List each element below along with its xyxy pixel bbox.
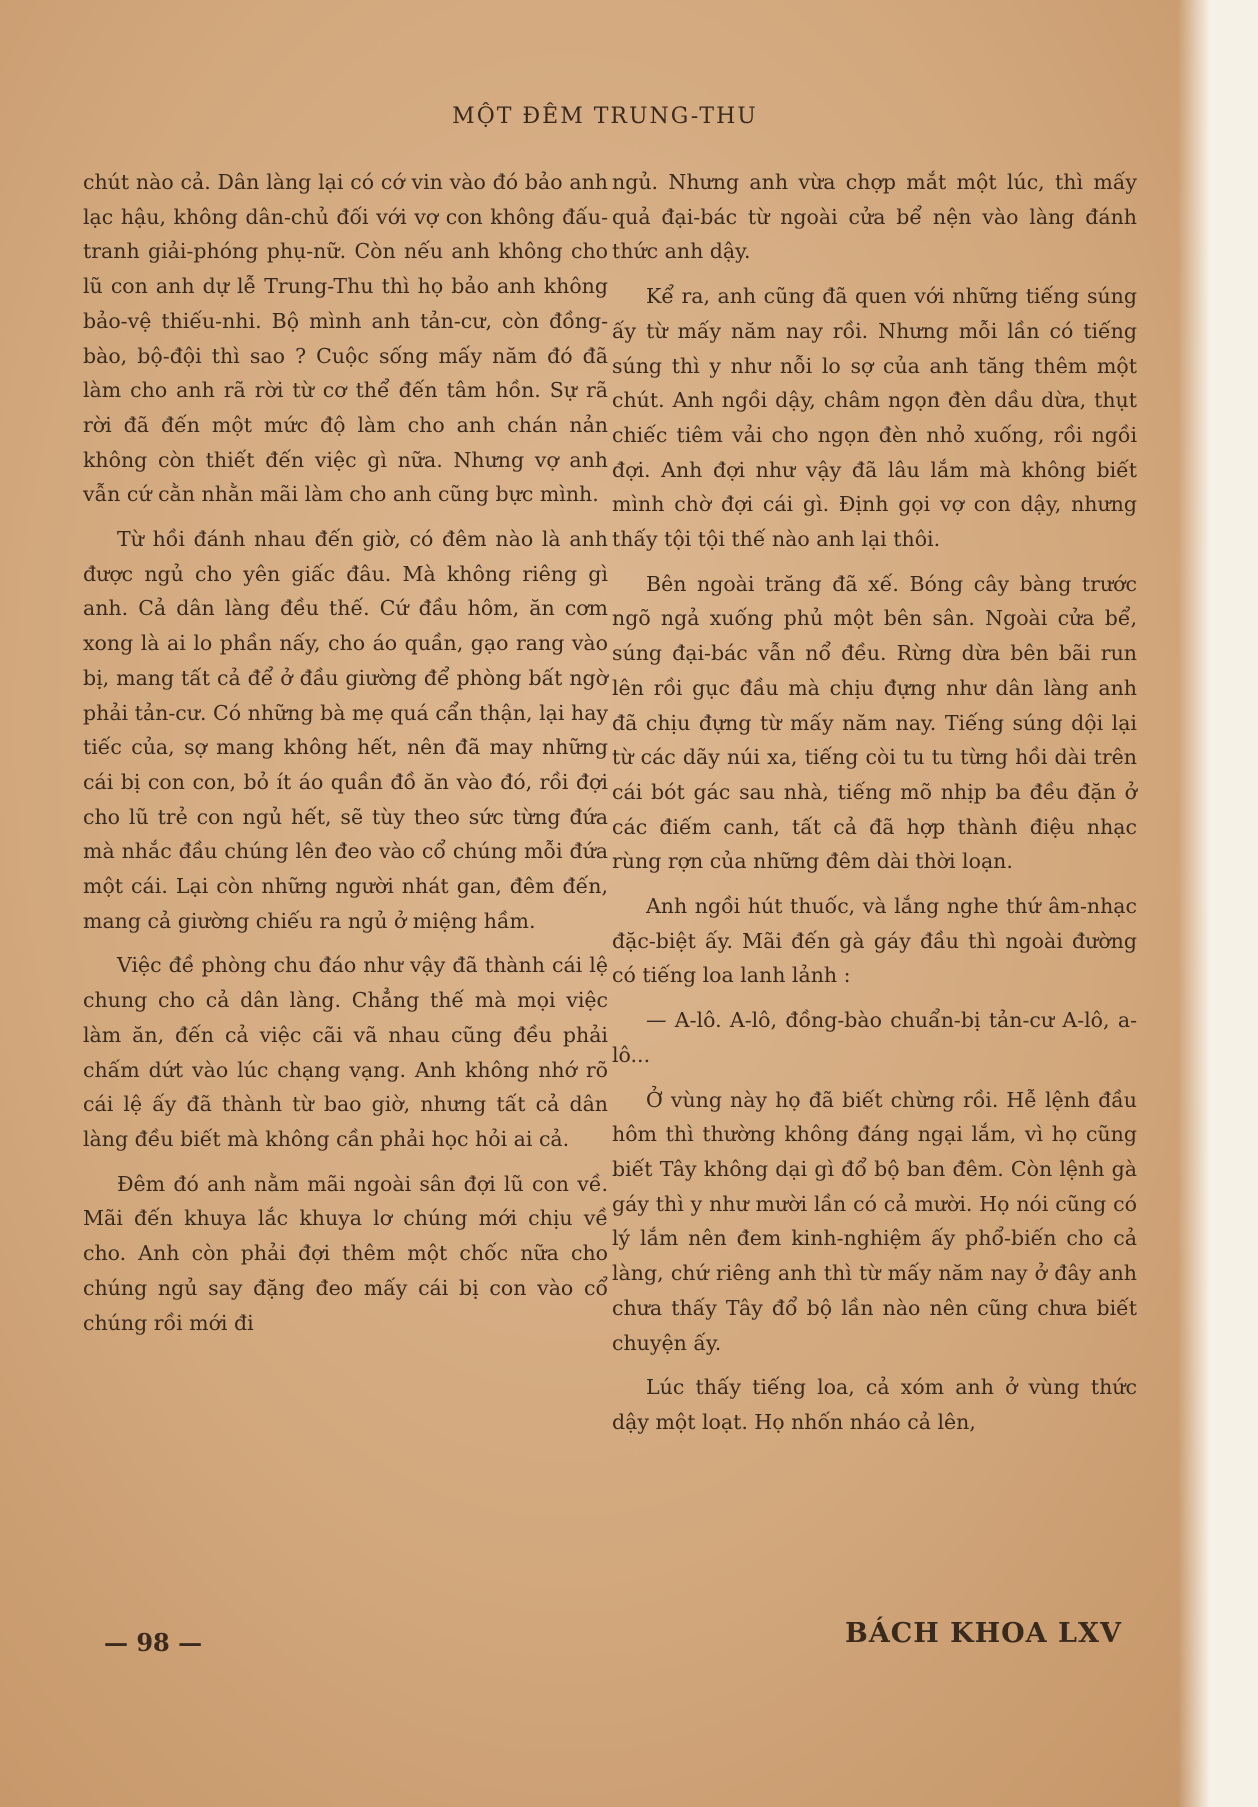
paragraph: Bên ngoài trăng đã xế. Bóng cây bàng trước ngõ ngả xuống phủ một bên sân. Ngoài cửa bể, súng đại-bác vẫn nổ đều. Rừng dừa bên bãi run lên rồi gục đầu mà chịu đựng như dân làng anh đã chịu đựng từ mấy năm nay. Tiếng súng dội lại từ các dãy núi xa, tiếng còi tu tu từng hồi dài trên cái bót gác sau nhà, tiếng mõ nhịp ba đều đặn ở các điếm canh, tất cả đã hợp thành điệu nhạc rùng rợn của những đêm dài thời loạn. <box>612 571 1137 874</box>
paragraph: chút nào cả. Dân làng lại có cớ vin vào đó bảo anh lạc hậu, không dân-chủ đối với vợ con không đấu-tranh giải-phóng phụ-nữ. Còn nếu anh không cho lũ con anh dự lễ Trung-Thu thì họ bảo anh không bảo-vệ thiếu-nhi. Bộ mình anh tản-cư, còn đồng-bào, bộ-đội thì sao ? Cuộc sống mấy năm đó đã làm cho anh rã rời từ cơ thể đến tâm hồn. Sự rã rời đã đến một mức độ làm cho anh chán nản không còn thiết đến việc gì nữa. Nhưng vợ anh vẫn cứ cằn nhằn mãi làm cho anh cũng bực mình. <box>83 170 608 507</box>
page-number: — 98 — <box>104 1628 203 1657</box>
running-header: MỘT ĐÊM TRUNG-THU <box>452 104 758 129</box>
paragraph: Việc đề phòng chu đáo như vậy đã thành cái lệ chung cho cả dân làng. Chẳng thế mà mọi việc làm ăn, đến cả việc cãi vã nhau cũng đều phải chấm dứt vào lúc chạng vạng. Anh không nhớ rõ cái lệ ấy đã thành từ bao giờ, nhưng tất cả dân làng đều biết mà không cần phải học hỏi ai cả. <box>83 953 608 1151</box>
paragraph: Anh ngồi hút thuốc, và lắng nghe thứ âm-nhạc đặc-biệt ấy. Mãi đến gà gáy đầu thì ngoài đường có tiếng loa lanh lảnh : <box>612 894 1137 988</box>
paragraph: Từ hồi đánh nhau đến giờ, có đêm nào là anh được ngủ cho yên giấc đâu. Mà không riêng gì anh. Cả dân làng đều thế. Cứ đầu hôm, ăn cơm xong là ai lo phần nấy, cho áo quần, gạo rang vào bị, mang tất cả để ở đầu giường để phòng bất ngờ phải tản-cư. Có những bà mẹ quá cẩn thận, lại hay tiếc của, sợ mang không hết, nên đã may những cái bị con con, bỏ ít áo quần đồ ăn vào đó, rồi đợi cho lũ trẻ con ngủ hết, sẽ tùy theo sức từng đứa mà nhắc đầu chúng lên đeo vào cổ chúng mỗi đứa một cái. Lại còn những người nhát gan, đêm đến, mang cả giường chiếu ra ngủ ở miệng hầm. <box>83 527 608 933</box>
left-column <box>83 165 608 1350</box>
paragraph: Ở vùng này họ đã biết chừng rồi. Hễ lệnh đầu hôm thì thường không đáng ngại lắm, vì họ cũng biết Tây không dại gì đổ bộ ban đêm. Còn lệnh gà gáy thì y như mười lần có cả mười. Họ nói cũng có lý lắm nên đem kinh-nghiệm ấy phổ-biến cho cả làng, chứ riêng anh thì từ mấy năm nay ở đây anh chưa thấy Tây đổ bộ lần nào nên cũng chưa biết chuyện ấy. <box>612 1087 1137 1355</box>
torn-edge <box>1178 0 1258 1807</box>
publication-name: BÁCH KHOA LXV <box>845 1618 1122 1649</box>
paragraph: Kể ra, anh cũng đã quen với những tiếng súng ấy từ mấy năm nay rồi. Nhưng mỗi lần có tiếng súng thì y như nỗi lo sợ của anh tăng thêm một chút. Anh ngồi dậy, châm ngọn đèn dầu dừa, thụt chiếc tiêm vải cho ngọn đèn nhỏ xuống, rồi ngồi đợi. Anh đợi như vậy đã lâu lắm mà không biết mình chờ đợi cái gì. Định gọi vợ con dậy, nhưng thấy tội tội thế nào anh lại thôi. <box>612 284 1137 552</box>
paragraph: Đêm đó anh nằm mãi ngoài sân đợi lũ con về. Mãi đến khuya lắc khuya lơ chúng mới chịu về cho. Anh còn phải đợi thêm một chốc nữa cho chúng ngủ say đặng đeo mấy cái bị con vào cổ chúng rồi mới đi <box>83 1171 608 1335</box>
paragraph: Lúc thấy tiếng loa, cả xóm anh ở vùng thức dậy một loạt. Họ nhốn nháo cả lên, <box>612 1375 1137 1434</box>
paragraph: ngủ. Nhưng anh vừa chợp mắt một lúc, thì mấy quả đại-bác từ ngoài cửa bể nện vào làng đánh thức anh dậy. <box>612 170 1137 264</box>
right-column <box>612 165 1137 1450</box>
paragraph: — A-lô. A-lô, đồng-bào chuẩn-bị tản-cư A-lô, a-lô... <box>612 1008 1137 1067</box>
